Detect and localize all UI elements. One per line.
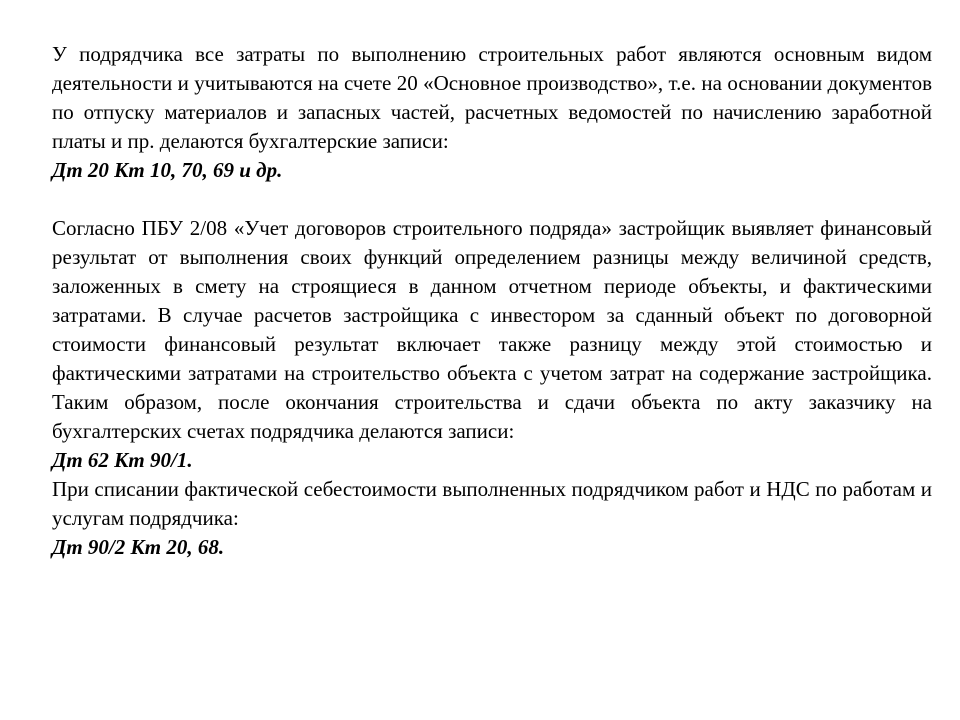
accounting-entry-3: Дт 90/2 Кт 20, 68. [52, 535, 225, 559]
paragraph-spacer [52, 185, 932, 214]
paragraph-contractor-costs: У подрядчика все затраты по выполнению строительных работ являются основным видом деятельности и учитываются на счете 20 «Основное производство», т.е. на основании документов по отпуску материалов и запасных частей, расчетных ведомостей по начислению заработной платы и пр. делаются бухгалтерские записи: [52, 42, 932, 153]
paragraph-pbu-2-08: Согласно ПБУ 2/08 «Учет договоров строительного подряда» застройщик выявляет финансовый результат от выполнения своих функций определением разницы между величиной средств, заложенных в смету на строящиеся в данном отчетном периоде объекты, и фактическими затратами. В случае расчетов застройщика с инвестором за сданный объект по договорной стоимости финансовый результат включает также разницу между этой стоимостью и фактическими затратами на строительство объекта с учетом затрат на содержание застройщика. Таким образом, после окончания строительства и сдачи объекта по акту заказчику на бухгалтерских счетах подрядчика делаются записи: [52, 216, 932, 443]
paragraph-cost-writeoff: При списании фактической себестоимости выполненных подрядчиком работ и НДС по работам и услугам подрядчика: [52, 477, 932, 530]
accounting-entry-2: Дт 62 Кт 90/1. [52, 448, 193, 472]
slide-body [52, 40, 932, 562]
accounting-entry-1: Дт 20 Кт 10, 70, 69 и др. [52, 158, 283, 182]
